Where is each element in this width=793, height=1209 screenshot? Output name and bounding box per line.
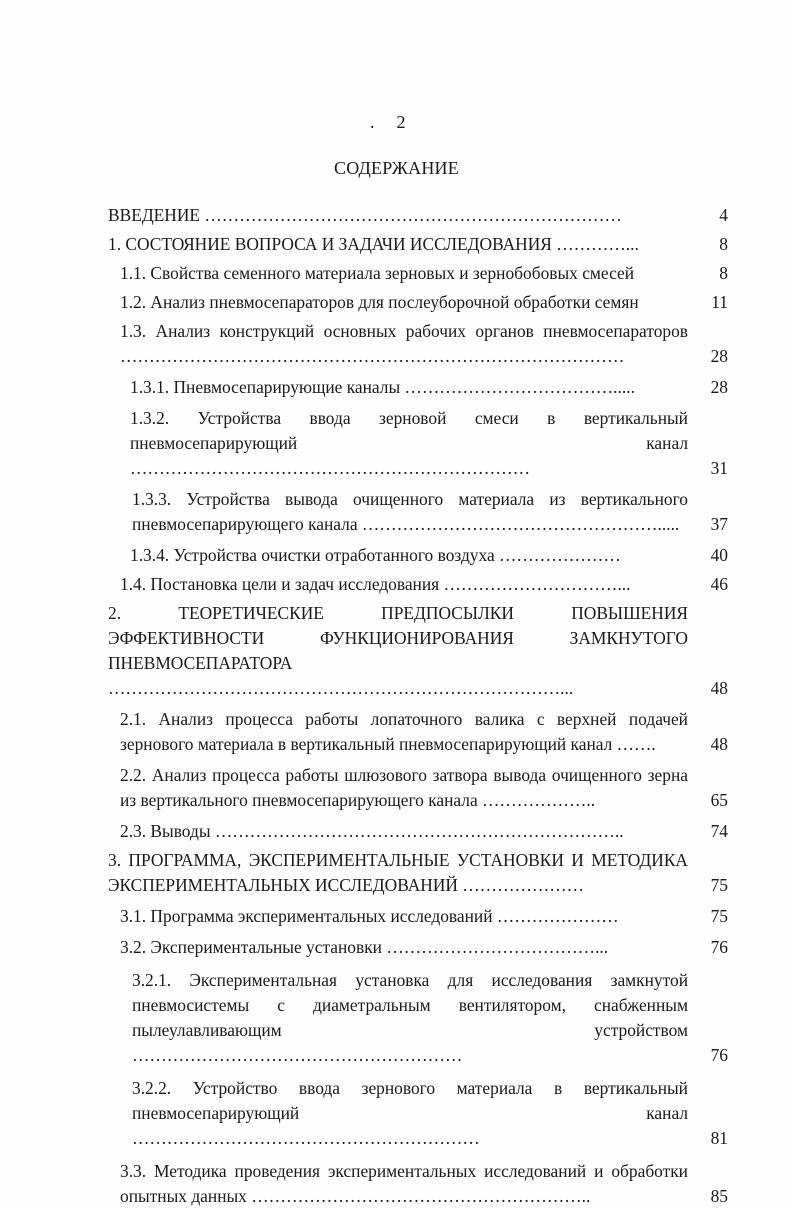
toc-entry-text: 1.3.2. Устройства ввода зерновой смеси в вертикальный пневмосепарирующий канал …………………………………………………………… <box>130 408 688 478</box>
toc-entry-page: 81 <box>710 1128 728 1148</box>
toc-entry[interactable] <box>108 763 728 813</box>
toc-entry-page: 48 <box>710 734 728 754</box>
toc-entry-page: 46 <box>710 574 728 594</box>
toc-entry[interactable] <box>108 1159 728 1209</box>
toc-entry-page: 28 <box>710 377 728 397</box>
toc-entry[interactable] <box>108 1076 728 1151</box>
toc-entry-text: 1.3.4. Устройства очистки отработанного воздуха ………………… <box>130 545 621 565</box>
toc-entry-text: 2.1. Анализ процесса работы лопаточного валика с верхней подачей зернового материала в вертикальный пневмосепарирующий канал ……. <box>120 709 688 754</box>
toc-entry-text: 1.3.3. Устройства вывода очищенного материала из вертикального пневмосепарирующего канала ……………………………………………..... <box>132 489 688 534</box>
toc-entry[interactable] <box>108 935 728 960</box>
toc-entry-page: 37 <box>710 514 728 534</box>
toc-entry-text: 1.3. Анализ конструкций основных рабочих органов пневмосепараторов …………………………………………………………………………… <box>120 321 688 366</box>
toc-entry[interactable] <box>108 487 728 537</box>
toc-entry-text: ВВЕДЕНИЕ ……………………………………………………………… <box>108 205 622 225</box>
toc-entry-text: 2.3. Выводы …………………………………………………………….. <box>120 821 624 841</box>
toc-entry-page: 48 <box>710 678 728 698</box>
toc-entry-page: 28 <box>710 346 728 366</box>
toc-entry-page: 8 <box>719 234 728 254</box>
toc-entry[interactable] <box>108 904 728 929</box>
page-mark: . <box>370 112 375 132</box>
toc-entry[interactable] <box>108 572 728 597</box>
toc-entry-text: 3.3. Методика проведения экспериментальных исследований и обработки опытных данных ………………………………………………….. <box>120 1161 688 1206</box>
toc-entry-page: 4 <box>719 205 728 225</box>
page-number <box>370 112 406 133</box>
toc-entry-page: 11 <box>711 292 728 312</box>
toc-entry-text: 1.2. Анализ пневмосепараторов для послеуборочной обработки семян <box>120 292 639 312</box>
toc-entry[interactable] <box>108 848 728 898</box>
toc-entry-text: 1.1. Свойства семенного материала зерновых и зернобобовых смесей <box>120 263 635 283</box>
toc-entry-text: 3. ПРОГРАММА, ЭКСПЕРИМЕНТАЛЬНЫЕ УСТАНОВКИ И МЕТОДИКА ЭКСПЕРИМЕНТАЛЬНЫХ ИССЛЕДОВАНИЙ ………………… <box>108 850 688 895</box>
toc-entry-page: 31 <box>710 458 728 478</box>
page-number-value: 2 <box>396 112 406 132</box>
toc-entry[interactable] <box>108 968 728 1068</box>
toc-entry[interactable] <box>108 543 728 568</box>
toc-entry-text: 1.3.1. Пневмосепарирующие каналы ………………………………..... <box>130 377 635 397</box>
toc-entry-text: 1.4. Постановка цели и задач исследования …………………………... <box>120 574 631 594</box>
toc-entry[interactable] <box>108 261 728 286</box>
toc-entry-page: 85 <box>710 1186 728 1206</box>
toc-entry-text: 2. ТЕОРЕТИЧЕСКИЕ ПРЕДПОСЫЛКИ ПОВЫШЕНИЯ ЭФФЕКТИВНОСТИ ФУНКЦИОНИРОВАНИЯ ЗАМКНУТОГО ПНЕВМОСЕПАРАТОРА ……………………………………………………………………... <box>108 603 688 698</box>
toc-entry[interactable] <box>108 406 728 481</box>
toc-entry[interactable] <box>108 375 728 400</box>
toc-entry-text: 1. СОСТОЯНИЕ ВОПРОСА И ЗАДАЧИ ИССЛЕДОВАНИЯ …………... <box>108 234 639 254</box>
toc-title: СОДЕРЖАНИЕ <box>334 158 459 178</box>
toc-entry-text: 2.2. Анализ процесса работы шлюзового затвора вывода очищенного зерна из вертикального пневмосепарирующего канала ……………….. <box>120 765 688 810</box>
table-of-contents <box>108 203 728 1209</box>
toc-entry-text: 3.2.2. Устройство ввода зернового материала в вертикальный пневмосепарирующий канал …………………………………………………… <box>132 1078 688 1148</box>
toc-entry-text: 3.2.1. Экспериментальная установка для исследования замкнутой пневмосистемы с диаметральным вентилятором, снабженным пылеулавливающим устройством ………………………………………………… <box>132 970 688 1065</box>
toc-entry[interactable] <box>108 290 728 315</box>
toc-entry-page: 40 <box>710 545 728 565</box>
toc-entry[interactable] <box>108 232 728 257</box>
toc-entry-page: 76 <box>710 937 728 957</box>
toc-entry[interactable] <box>108 319 728 369</box>
toc-entry-page: 74 <box>710 821 728 841</box>
toc-entry-page: 65 <box>710 790 728 810</box>
toc-entry-page: 8 <box>719 263 728 283</box>
toc-entry[interactable] <box>108 601 728 701</box>
toc-entry[interactable] <box>108 819 728 844</box>
toc-entry-page: 75 <box>710 875 728 895</box>
toc-entry-text: 3.2. Экспериментальные установки ………………………………... <box>120 937 609 957</box>
toc-entry[interactable] <box>108 707 728 757</box>
toc-entry-page: 76 <box>710 1045 728 1065</box>
toc-entry-text: 3.1. Программа экспериментальных исследований ………………… <box>120 906 619 926</box>
toc-entry-page: 75 <box>710 906 728 926</box>
toc-entry[interactable] <box>108 203 728 228</box>
